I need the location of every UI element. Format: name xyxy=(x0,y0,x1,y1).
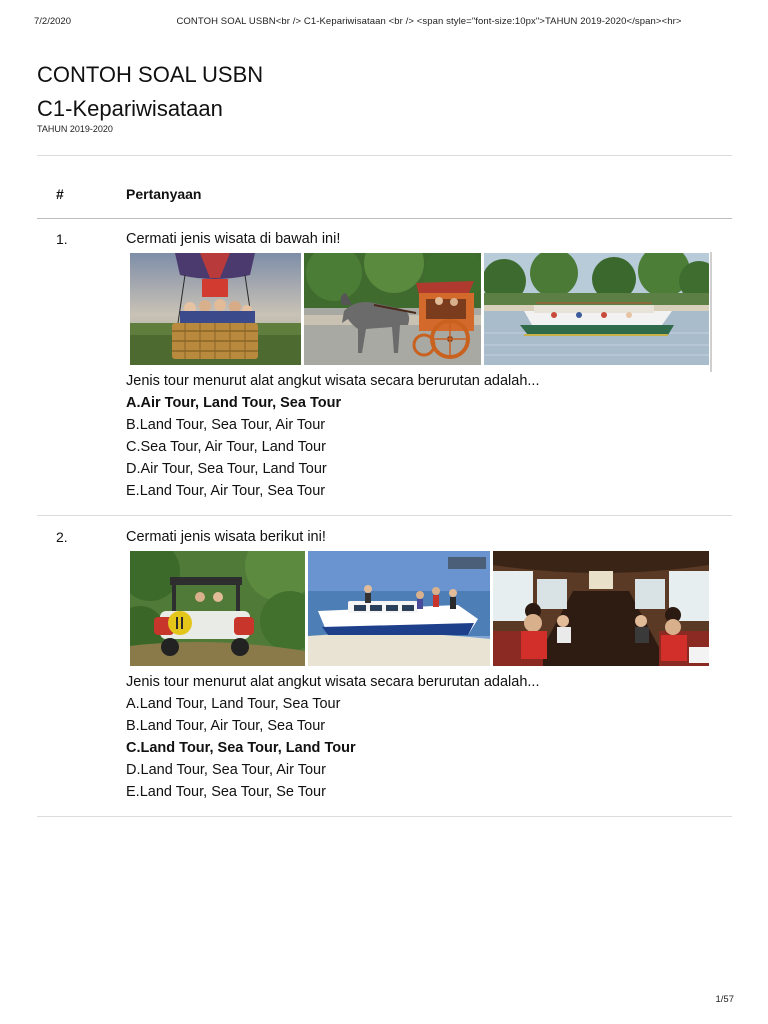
page-number: 1/57 xyxy=(715,994,734,1005)
question-divider xyxy=(37,515,732,516)
question-1-images xyxy=(130,253,726,365)
speedboat-photo xyxy=(308,551,490,666)
option-text: Land Tour, Sea Tour, Se Tour xyxy=(139,784,326,800)
question-2-option-e[interactable] xyxy=(126,781,726,803)
image-scroll-edge xyxy=(710,252,712,372)
question-1 xyxy=(126,228,726,502)
hot-air-balloon-photo xyxy=(130,253,301,365)
option-letter: A. xyxy=(126,395,141,411)
option-text: Land Tour, Sea Tour, Air Tour xyxy=(140,762,326,778)
option-text: Land Tour, Sea Tour, Air Tour xyxy=(139,417,326,433)
option-text: Air Tour, Land Tour, Sea Tour xyxy=(140,395,342,411)
question-1-option-b[interactable] xyxy=(126,414,726,436)
option-letter: C. xyxy=(126,439,141,455)
print-title: CONTOH SOAL USBN<br /> C1-Kepariwisataan <br /> <span style="font-size:10px">TAHUN 2019-2020</span><hr> xyxy=(176,16,682,27)
column-header-question: Pertanyaan xyxy=(126,186,202,202)
question-2-images xyxy=(130,551,726,666)
option-letter: E. xyxy=(126,483,140,499)
option-letter: A. xyxy=(126,696,140,712)
question-2-option-b[interactable] xyxy=(126,715,726,737)
document-year: TAHUN 2019-2020 xyxy=(37,124,113,134)
option-letter: E. xyxy=(126,784,140,800)
page-title xyxy=(37,58,263,126)
question-2-option-d[interactable] xyxy=(126,759,726,781)
option-letter: D. xyxy=(126,461,141,477)
question-1-prompt: Cermati jenis wisata di bawah ini! xyxy=(126,231,341,247)
option-letter: C. xyxy=(126,740,141,756)
question-1-text: Jenis tour menurut alat angkut wisata secara berurutan adalah... xyxy=(126,373,540,389)
train-interior-photo xyxy=(493,551,709,666)
table-bottom-divider xyxy=(37,816,732,817)
question-2-option-a[interactable] xyxy=(126,693,726,715)
question-1-option-a[interactable] xyxy=(126,392,726,414)
question-2-number: 2. xyxy=(56,529,68,545)
option-text: Sea Tour, Air Tour, Land Tour xyxy=(140,439,326,455)
question-2-text: Jenis tour menurut alat angkut wisata secara berurutan adalah... xyxy=(126,674,540,690)
horse-carriage-photo xyxy=(304,253,481,365)
option-letter: B. xyxy=(126,718,140,734)
question-2 xyxy=(126,526,726,803)
option-text: Air Tour, Sea Tour, Land Tour xyxy=(140,461,327,477)
option-text: Land Tour, Air Tour, Sea Tour xyxy=(139,718,326,734)
question-1-option-c[interactable] xyxy=(126,436,726,458)
question-2-prompt: Cermati jenis wisata berikut ini! xyxy=(126,529,326,545)
header-divider xyxy=(37,218,732,219)
question-2-option-c[interactable] xyxy=(126,737,726,759)
option-letter: B. xyxy=(126,417,140,433)
option-letter: D. xyxy=(126,762,141,778)
option-text: Land Tour, Air Tour, Sea Tour xyxy=(139,483,326,499)
title-line-1: CONTOH SOAL USBN xyxy=(37,62,264,87)
jungle-jeep-photo xyxy=(130,551,305,666)
option-text: Land Tour, Sea Tour, Land Tour xyxy=(140,740,356,756)
title-divider xyxy=(37,155,732,156)
question-1-option-d[interactable] xyxy=(126,458,726,480)
question-1-option-e[interactable] xyxy=(126,480,726,502)
title-line-2: C1-Kepariwisataan xyxy=(37,96,223,121)
print-date: 7/2/2020 xyxy=(34,16,71,27)
column-header-number: # xyxy=(56,186,64,202)
print-header xyxy=(34,16,734,30)
option-text: Land Tour, Land Tour, Sea Tour xyxy=(139,696,341,712)
boat-on-sea-photo xyxy=(484,253,709,365)
question-1-number: 1. xyxy=(56,231,68,247)
